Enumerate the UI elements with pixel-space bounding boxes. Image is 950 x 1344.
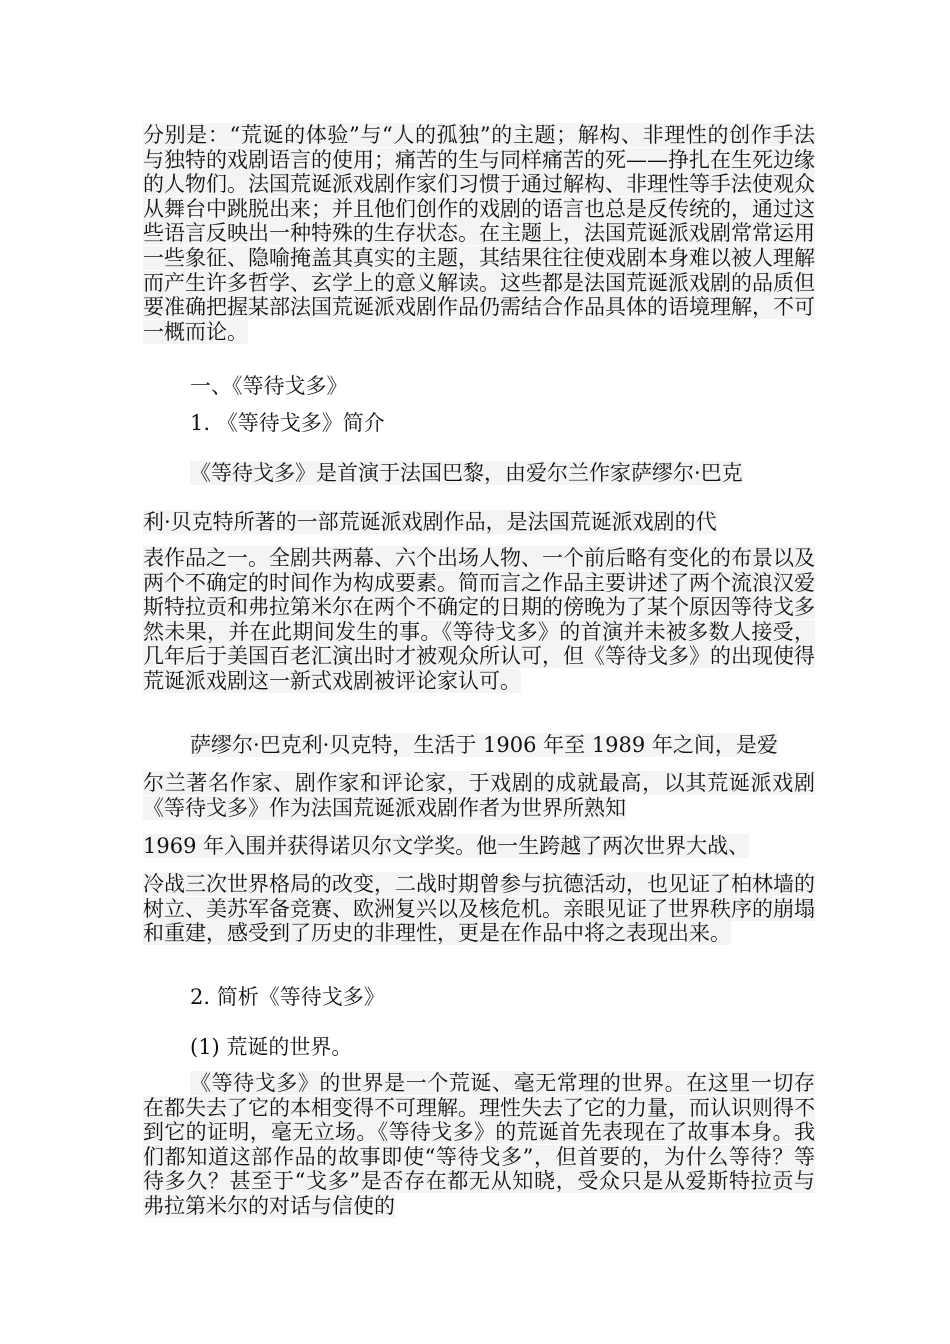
subsection-heading-intro: 1. 《等待戈多》简介 — [190, 411, 385, 435]
section-heading-waiting-for-godot: 一、《等待戈多》 — [190, 374, 348, 398]
paragraph-intro-line2: 利·贝克特所著的一部荒诞派戏剧作品，是法国荒诞派戏剧的代 — [143, 510, 717, 534]
paragraph-beckett-line3: 1969 年入围并获得诺贝尔文学奖。他一生跨越了两次世界大战、 — [143, 834, 750, 858]
subsection-heading-analysis: 2. 简析《等待戈多》 — [190, 985, 385, 1009]
paragraph-intro-line1: 《等待戈多》是首演于法国巴黎，由爱尔兰作家萨缪尔·巴克 — [190, 461, 743, 485]
paragraph-beckett-line2: 尔兰著名作家、剧作家和评论家，于戏剧的成就最高，以其荒诞派戏剧《等待戈多》作为法国荒诞派戏剧作者为世界所熟知 — [143, 771, 815, 820]
paragraph-absurdist-qualities — [143, 123, 815, 344]
subsubsection-heading-absurd-world: (1) 荒诞的世界。 — [190, 1035, 353, 1059]
paragraph-beckett-line1: 萨缪尔·巴克利·贝克特，生活于 1906 年至 1989 年之间，是爱 — [190, 733, 778, 757]
paragraph-absurd-world: 《等待戈多》的世界是一个荒诞、毫无常理的世界。在这里一切存在都失去了它的本相变得不可理解。理性失去了它的力量，而认识则得不到它的证明，毫无立场。《等待戈多》的荒诞首先表现在了故事本身。我们都知道这部作品的故事即使“等待戈多”，但首要的，为什么等待？等待多久？甚至于“戈多”是否存在都无从知晓，受众只是从爱斯特拉贡与弗拉第米尔的对话与信使的 — [143, 1071, 815, 1218]
paragraph-beckett-body: 冷战三次世界格局的改变，二战时期曾参与抗德活动，也见证了柏林墙的树立、美苏军备竞赛、欧洲复兴以及核危机。亲眼见证了世界秩序的崩塌和重建，感受到了历史的非理性，更是在作品中将之表现出来。 — [143, 872, 815, 946]
paragraph-text: 分别是：“荒诞的体验”与“人的孤独”的主题；解构、非理性的创作手法与独特的戏剧语言的使用；痛苦的生与同样痛苦的死——挣扎在生死边缘的人物们。法国荒诞派戏剧作家们习惯于通过解构、非理性等手法使观众从舞台中跳脱出来；并且他们创作的戏剧的语言也总是反传统的，通过这些语言反映出一种特殊的生存状态。在主题上，法国荒诞派戏剧常常运用一些象征、隐喻掩盖其真实的主题，其结果往往使戏剧本身难以被人理解而产生许多哲学、玄学上的意义解读。这些都是法国荒诞派戏剧的品质但要准确把握某部法国荒诞派戏剧作品仍需结合作品具体的语境理解，不可一概而论。 — [143, 123, 815, 344]
paragraph-intro-body: 表作品之一。全剧共两幕、六个出场人物、一个前后略有变化的布景以及两个不确定的时间作为构成要素。简而言之作品主要讲述了两个流浪汉爱斯特拉贡和弗拉第米尔在两个不确定的日期的傍晚为了某个原因等待戈多然未果，并在此期间发生的事。《等待戈多》的首演并未被多数人接受，几年后于美国百老汇演出时才被观众所认可，但《等待戈多》的出现使得荒诞派戏剧这一新式戏剧被评论家认可。 — [143, 546, 815, 693]
